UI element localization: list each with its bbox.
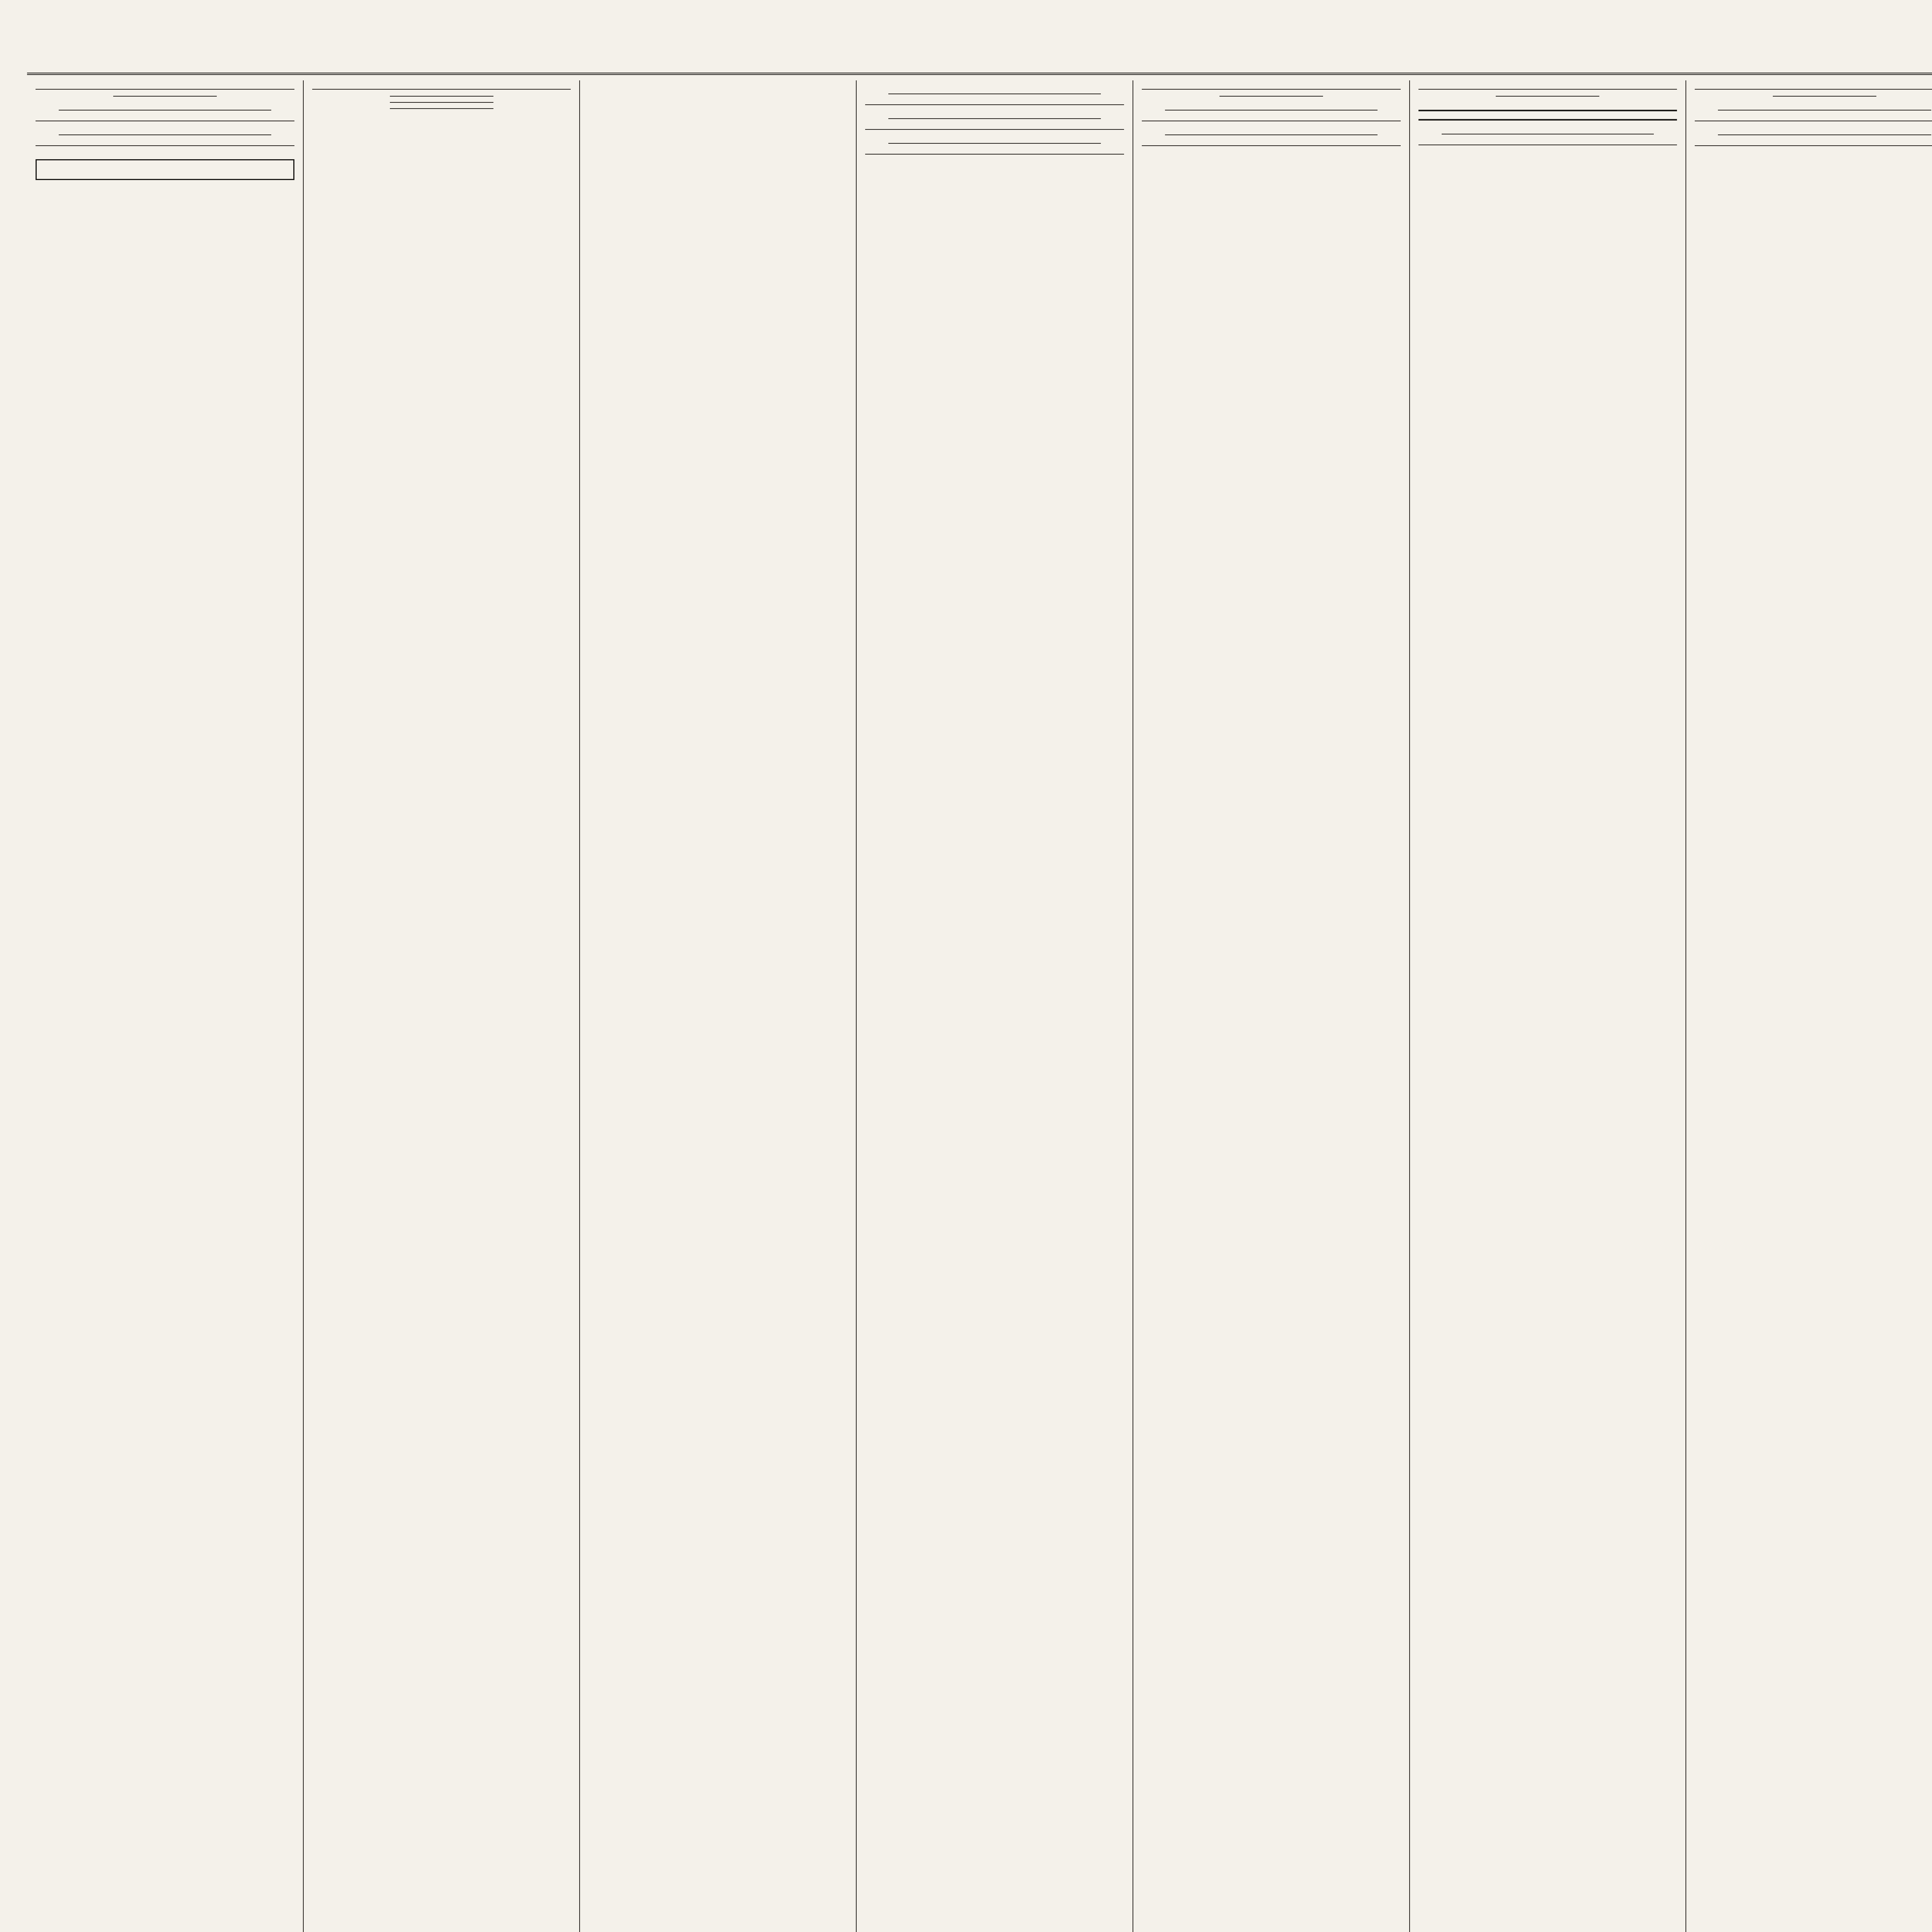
- headline: [1418, 84, 1677, 90]
- masthead: [27, 27, 1932, 75]
- article: [36, 84, 294, 97]
- divider: [390, 102, 493, 103]
- headline: [1142, 84, 1401, 90]
- article: [36, 141, 294, 146]
- headline: [1695, 141, 1932, 146]
- divider: [1165, 110, 1378, 111]
- article: [1418, 140, 1677, 145]
- headline: [1695, 84, 1932, 90]
- divider: [1773, 96, 1877, 97]
- article: [1695, 84, 1932, 97]
- headline: [36, 84, 294, 90]
- article: [312, 84, 571, 109]
- divider: [59, 134, 271, 135]
- headline: [36, 116, 294, 121]
- headline: [1142, 116, 1401, 121]
- article: [1418, 110, 1677, 121]
- divider: [1718, 110, 1931, 111]
- divider: [390, 96, 493, 97]
- divider: [59, 110, 271, 111]
- headline: [1142, 141, 1401, 146]
- article: [1695, 141, 1932, 146]
- article: [36, 116, 294, 121]
- column-1: [27, 80, 304, 1932]
- headline: [36, 141, 294, 146]
- divider: [1718, 134, 1931, 135]
- article: [865, 149, 1124, 155]
- divider: [1496, 96, 1599, 97]
- divider: [888, 118, 1101, 119]
- article: [1142, 141, 1401, 146]
- article: [865, 124, 1124, 130]
- headline: [1695, 116, 1932, 121]
- article: [1142, 116, 1401, 121]
- headline: [865, 149, 1124, 155]
- headline: [312, 84, 571, 90]
- column-4: [857, 80, 1133, 1932]
- column-7: [1686, 80, 1932, 1932]
- divider: [888, 143, 1101, 144]
- article: [865, 100, 1124, 105]
- divider: [113, 96, 217, 97]
- column-5: [1133, 80, 1410, 1932]
- column-3: [580, 80, 857, 1932]
- article: [1695, 116, 1932, 121]
- headline: [1418, 140, 1677, 145]
- letters-banner: [1418, 110, 1677, 121]
- divider: [1165, 134, 1378, 135]
- headline: [865, 124, 1124, 130]
- divider: [390, 108, 493, 109]
- columns: [27, 80, 1932, 1932]
- article: [1142, 84, 1401, 97]
- column-2: [304, 80, 580, 1932]
- advertisement: [36, 159, 294, 180]
- column-6: [1410, 80, 1687, 1932]
- divider: [1219, 96, 1323, 97]
- article: [1418, 84, 1677, 97]
- headline: [865, 100, 1124, 105]
